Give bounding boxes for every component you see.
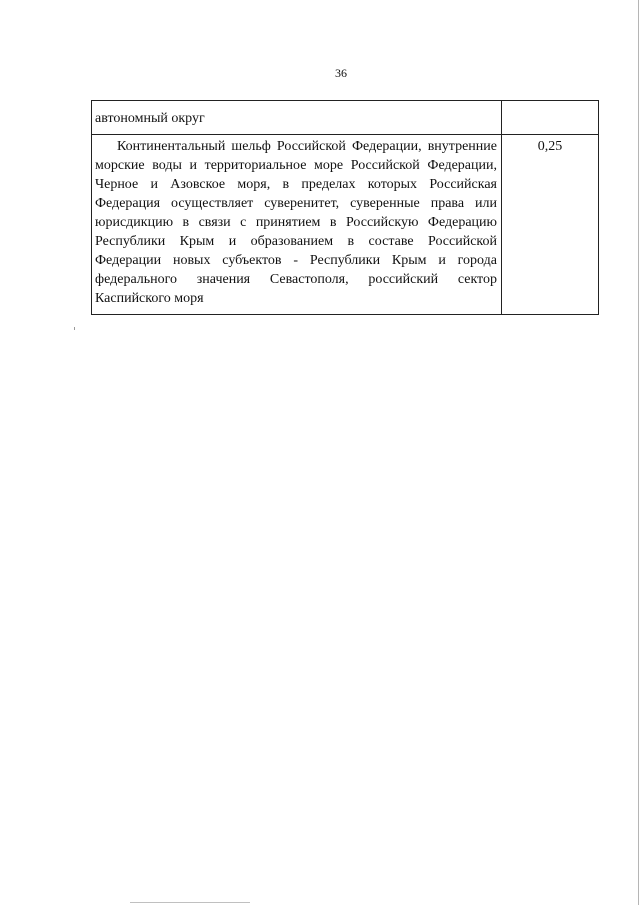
scan-line [130,902,250,903]
coefficient-cell: 0,25 [502,135,599,315]
page-number: 36 [335,66,347,80]
coefficient-table [91,100,599,315]
table-row [92,135,599,315]
coefficient-cell [502,101,599,135]
page-edge [638,0,639,905]
territory-cell: Континентальный шельф Российской Федерации, внутренние морские воды и территориальное море Российской Федерации, Черное и Азовское моря, в пределах которых Российская Федерация осуществляет суверенитет, суверенные права или юрисдикцию в связи с принятием в Российскую Федерацию Республики Крым и образованием в составе Российской Федерации новых субъектов - Республики Крым и города федерального значения Севастополя, российский сектор Каспийского моря [92,135,502,315]
table-row [92,101,599,135]
scan-mark [74,327,75,330]
territory-cell: автономный округ [92,101,502,135]
